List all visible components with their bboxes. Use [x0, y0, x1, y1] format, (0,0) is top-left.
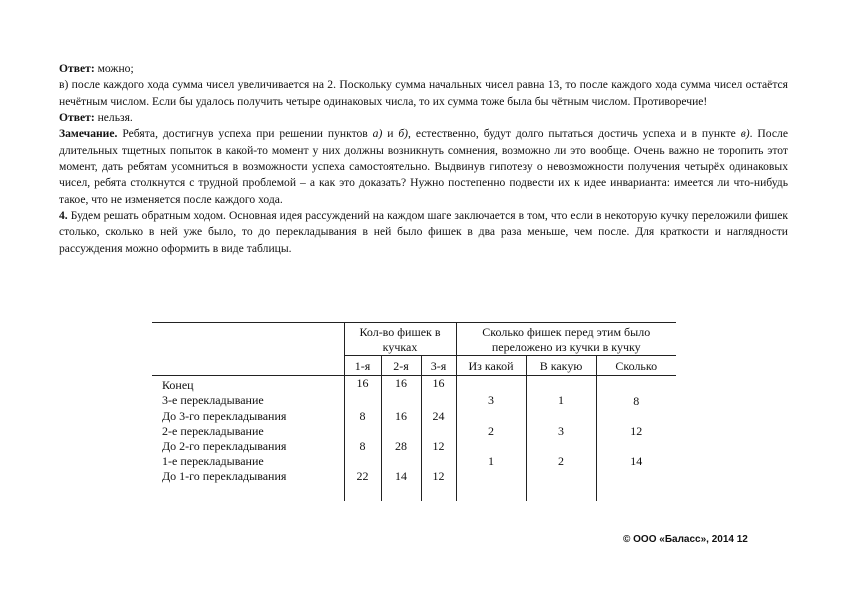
note-text-1: Ребята, достигнув успеха при решении пунктов — [117, 127, 373, 141]
empty-cell — [456, 409, 526, 424]
pile-2-value: 28 — [381, 439, 421, 454]
move-from: 3 — [456, 393, 526, 409]
answer-2-label: Ответ: — [59, 111, 95, 125]
empty-cell — [344, 454, 381, 469]
note-and: и — [382, 127, 399, 141]
answer-2 — [59, 110, 788, 126]
subheader-blank — [152, 356, 344, 376]
solution-text — [59, 61, 788, 257]
row-label: До 3-го перекладывания — [162, 409, 287, 423]
empty-cell — [456, 439, 526, 454]
subheader-count: Сколько — [596, 356, 676, 376]
empty-cell — [381, 393, 421, 409]
row-label: Конец — [152, 376, 344, 394]
subheader-pile-2: 2-я — [381, 356, 421, 376]
empty-cell — [456, 484, 526, 501]
move-count: 14 — [596, 454, 676, 469]
empty-cell — [526, 439, 596, 454]
pile-2-value: 16 — [381, 376, 421, 394]
empty-cell — [456, 469, 526, 484]
empty-cell — [421, 424, 456, 439]
paragraph-4 — [59, 208, 788, 257]
note-text-3: . После длительных тщетных попыток в какой-то момент у них должны возникнуть сомнения, возможно ли это вообще. Очень важно не торопить этот момент, дать ребятам усомниться в возможности успеха самостоятельно. Выдвинув гипотезу о невозможности получения четырёх одинаковых чисел, ребята столкнутся с трудной проблемой – а как это доказать? Нужно постепенно подвести их к идее инварианта: имеется ли что-нибудь такое, что не изменяется после каждого хода. — [59, 127, 788, 206]
table-row — [152, 424, 676, 439]
subheader-pile-3: 3-я — [421, 356, 456, 376]
empty-cell — [596, 439, 676, 454]
answer-2-value: нельзя. — [94, 111, 133, 125]
page-footer: © ООО «Баласс», 2014 12 — [623, 534, 748, 545]
move-count: 12 — [596, 424, 676, 439]
pile-1-value: 22 — [344, 469, 381, 484]
table-row — [152, 439, 676, 454]
empty-cell — [344, 424, 381, 439]
table-row — [152, 393, 676, 409]
empty-cell — [526, 484, 596, 501]
empty-cell — [596, 469, 676, 484]
note-ref-a: а) — [372, 127, 383, 141]
row-label: До 2-го перекладывания — [162, 439, 287, 453]
corner-cell — [152, 323, 344, 356]
header-pile-counts: Кол-во фишек в кучках — [344, 323, 456, 356]
empty-cell — [381, 484, 421, 501]
move-to: 3 — [526, 424, 596, 439]
move-to: 1 — [526, 393, 596, 409]
pile-1-value: 16 — [344, 376, 381, 394]
subheader-from: Из какой — [456, 356, 526, 376]
note-ref-v: в) — [740, 127, 750, 141]
pile-1-value: 8 — [344, 409, 381, 424]
empty-cell — [381, 424, 421, 439]
pile-2-value: 16 — [381, 409, 421, 424]
paragraph-4-number: 4. — [59, 209, 68, 223]
table-row — [152, 469, 676, 484]
pile-3-value: 12 — [421, 469, 456, 484]
empty-cell — [152, 484, 344, 501]
subheader-to: В какую — [526, 356, 596, 376]
empty-cell — [526, 469, 596, 484]
row-label: 1-е перекладывание — [162, 454, 264, 468]
empty-cell — [421, 393, 456, 409]
answer-1 — [59, 61, 788, 77]
row-label: До 1-го перекладывания — [162, 469, 287, 483]
paragraph-4-text: Будем решать обратным ходом. Основная идея рассуждений на каждом шаге заключается в том, что если в некоторую кучку переложили фишек столько, сколько в ней уже было, то до перекладывания в ней было фишек в два раза меньше, чем после. Для краткости и наглядности рассуждения можно оформить в виде таблицы. — [59, 209, 788, 255]
pile-1-value: 8 — [344, 439, 381, 454]
move-count: 8 — [596, 393, 676, 409]
move-to: 2 — [526, 454, 596, 469]
empty-cell — [526, 376, 596, 394]
paragraph-v: в) после каждого хода сумма чисел увеличивается на 2. Поскольку сумма начальных чисел равна 13, то после каждого хода сумма чисел остаётся нечётным числом. Если бы удалось получить четыре одинаковых числа, то их сумма тоже была бы чётным числом. Противоречие! — [59, 78, 788, 108]
row-label: 2-е перекладывание — [162, 424, 264, 438]
table-row — [152, 409, 676, 424]
table-row — [152, 376, 676, 394]
moves-table — [152, 322, 676, 501]
header-moves: Сколько фишек перед этим было переложено из кучки в кучку — [456, 323, 676, 356]
note-ref-b: б) — [398, 127, 409, 141]
empty-cell — [596, 484, 676, 501]
empty-cell — [381, 454, 421, 469]
note-label: Замечание. — [59, 127, 118, 141]
pile-3-value: 24 — [421, 409, 456, 424]
empty-cell — [344, 484, 381, 501]
row-label: 3-е перекладывание — [162, 393, 264, 407]
pile-3-value: 16 — [421, 376, 456, 394]
pile-2-value: 14 — [381, 469, 421, 484]
table-row — [152, 454, 676, 469]
empty-cell — [456, 376, 526, 394]
answer-1-value: можно; — [94, 62, 134, 75]
subheader-pile-1: 1-я — [344, 356, 381, 376]
empty-cell — [596, 409, 676, 424]
empty-cell — [596, 376, 676, 394]
answer-1-label: Ответ: — [59, 62, 95, 75]
note-text-2: , естественно, будут долго пытаться достичь успеха и в пункте — [408, 127, 741, 141]
pile-3-value: 12 — [421, 439, 456, 454]
note-paragraph — [59, 126, 788, 208]
empty-cell — [344, 393, 381, 409]
move-from: 2 — [456, 424, 526, 439]
empty-cell — [526, 409, 596, 424]
move-from: 1 — [456, 454, 526, 469]
table-spacer-row — [152, 484, 676, 501]
empty-cell — [421, 454, 456, 469]
empty-cell — [421, 484, 456, 501]
